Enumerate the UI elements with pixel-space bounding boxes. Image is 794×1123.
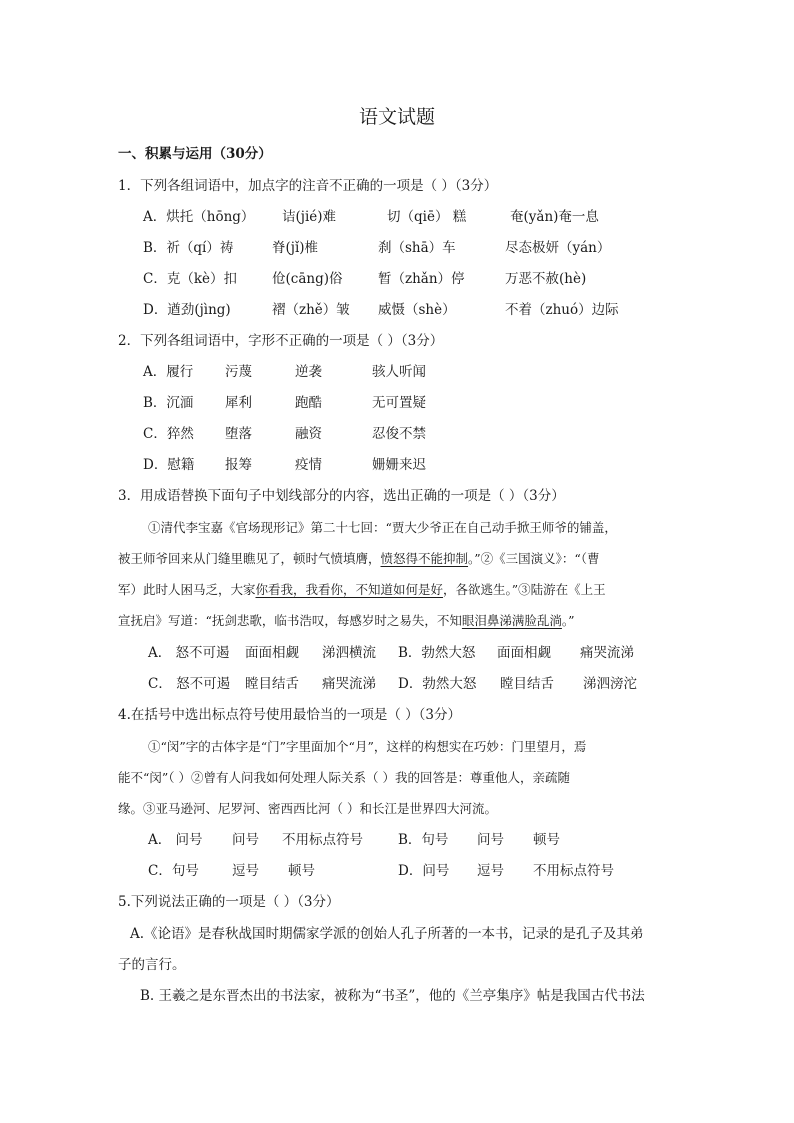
q3-option-c-2: 瞠目结舌 (245, 676, 299, 692)
q2-option-a-2: 污蔑 (225, 364, 252, 380)
q3-passage-line-1: ①清代李宝嘉《官场现形记》第二十七回：“贾大少爷正在自己动手掀王师爷的铺盖， (148, 520, 617, 535)
q4-option-d-2: 逗号 (477, 863, 504, 879)
q5-option-b-line-1: B. 王羲之是东晋杰出的书法家，被称为“书圣”，他的《兰亭集序》帖是我国古代书法 (140, 988, 645, 1004)
q1-option-d-4: 不着（zhuó）边际 (505, 302, 619, 318)
q3-option-b-2: 面面相觑 (497, 645, 551, 661)
q1-option-b-4: 尽态极妍（yán） (505, 240, 611, 256)
q4-option-d-3: 不用标点符号 (533, 863, 614, 879)
q2-option-d-1: D．慰籍 (143, 457, 195, 473)
q3-option-d-2: 瞠目结舌 (500, 676, 554, 692)
q3-option-d-1: D．勃然大怒 (398, 676, 477, 692)
q4-option-a-2: 问号 (232, 832, 259, 848)
q1-option-a-1: A．烘托（hōng） (143, 209, 255, 225)
q3-line3-text-a: 军）此时人困马乏，大家 (118, 582, 256, 597)
q3-line2-text-a: 被王师爷回来从门缝里瞧见了，顿时气愤填膺， (118, 551, 381, 566)
q4-option-a-1: A． 问号 (148, 832, 203, 848)
q3-option-a-1: A． 怒不可遏 (148, 645, 230, 661)
q2-option-b-4: 无可置疑 (372, 395, 426, 411)
q4-option-b-2: 问号 (477, 832, 504, 848)
q3-option-a-3: 涕泗横流 (322, 645, 376, 661)
q3-option-a-2: 面面相觑 (245, 645, 299, 661)
q3-option-c-1: C． 怒不可遏 (148, 676, 231, 692)
section-heading: 一、积累与运用（30分） (118, 146, 272, 162)
q1-option-c-4: 万恶不赦(hè) (505, 271, 587, 287)
q3-passage-line-3 (118, 580, 606, 600)
question-5-stem: 5.下列说法正确的一项是（ ）（3分） (118, 894, 340, 910)
q1-option-b-1: B．祈（qí）祷 (143, 240, 234, 256)
q3-passage-line-2 (118, 549, 600, 569)
q3-line2-text-b: 。”②《三国演义》：“（曹 (468, 551, 600, 566)
q1-option-b-2: 脊(jǐ)椎 (272, 240, 319, 256)
q2-option-b-2: 犀利 (225, 395, 252, 411)
q1-option-b-3: 刹（shā）车 (378, 240, 456, 256)
q3-option-b-3: 痛哭流涕 (580, 645, 634, 661)
q4-option-d-1: D．问号 (398, 863, 450, 879)
q1-option-d-1: D．遒劲(jìng) (143, 302, 231, 318)
q2-option-d-3: 疫情 (295, 457, 322, 473)
q3-line4-text-b: 。” (561, 613, 575, 628)
q4-passage-line-1: ①“闵”字的古体字是“门”字里面加个“月”，这样的构想实在巧妙：门里望月，焉 (148, 739, 587, 754)
q3-line4-text-a: 宣抚启》写道：“抚剑悲歌，临书浩叹，每感岁时之易失，不知 (118, 613, 462, 628)
q2-option-c-4: 忍俊不禁 (372, 426, 426, 442)
q4-option-a-3: 不用标点符号 (282, 832, 363, 848)
q5-option-a-line-2: 子的言行。 (118, 957, 186, 973)
question-4-stem: 4.在括号中选出标点符号使用最恰当的一项是（ ）（3分） (118, 707, 462, 723)
q2-option-b-1: B．沉湎 (143, 395, 194, 411)
q2-option-c-3: 融资 (295, 426, 322, 442)
q4-option-c-1: C．句号 (148, 863, 199, 879)
q2-option-d-2: 报筹 (225, 457, 252, 473)
q1-option-c-1: C．克（kè）扣 (143, 271, 237, 287)
q2-option-c-2: 堕落 (225, 426, 252, 442)
q2-option-b-3: 跑酷 (295, 395, 322, 411)
q1-option-a-2: 诘(jié)难 (282, 209, 337, 225)
q3-underlined-phrase-3: 眼泪鼻涕满脸乱淌 (461, 613, 562, 628)
q2-option-a-3: 逆袭 (295, 364, 322, 380)
q3-option-d-3: 涕泗滂沱 (583, 676, 637, 692)
q3-underlined-phrase-1: 愤怒得不能抑制 (380, 551, 469, 566)
q2-option-c-1: C．猝然 (143, 426, 194, 442)
q1-option-d-2: 褶（zhě）皱 (272, 302, 350, 318)
q2-option-a-4: 骇人听闻 (372, 364, 426, 380)
q1-option-c-3: 暂（zhǎn）停 (378, 271, 465, 287)
q5-option-a-line-1: A.《论语》是春秋战国时期儒家学派的创始人孔子所著的一本书，记录的是孔子及其弟 (130, 926, 644, 942)
q1-option-c-2: 伧(cāng)俗 (272, 271, 343, 287)
q4-option-b-3: 顿号 (533, 832, 560, 848)
q3-underlined-phrase-2: 你看我，我看你，不知道如何是好 (255, 582, 444, 597)
question-2-stem: 2．下列各组词语中，字形不正确的一项是（ ）（3分） (118, 333, 444, 349)
q4-option-c-3: 顿号 (288, 863, 315, 879)
q3-option-b-1: B．勃然大怒 (398, 645, 476, 661)
q4-option-c-2: 逗号 (232, 863, 259, 879)
q4-passage-line-2: 能不“闵”（ ）②曾有人问我如何处理人际关系（ ）我的回答是：尊重他人，亲疏随 (118, 770, 570, 785)
q1-option-a-3: 切（qiē） 糕 (387, 209, 467, 225)
question-1-stem: 1．下列各组词语中，加点字的注音不正确的一项是（ ）（3分） (118, 178, 498, 194)
question-3-stem: 3．用成语替换下面句子中划线部分的内容，选出正确的一项是（ ）（3分） (118, 488, 565, 504)
q4-passage-line-3: 缘。③亚马逊河、尼罗河、密西西比河（ ）和长江是世界四大河流。 (118, 801, 497, 816)
q1-option-a-4: 奄(yǎn)奄一息 (510, 209, 599, 225)
q4-option-b-1: B．句号 (398, 832, 449, 848)
q2-option-d-4: 姗姗来迟 (372, 457, 426, 473)
q3-line3-text-b: ，各欲逃生。”③陆游在《上王 (443, 582, 606, 597)
q1-option-d-3: 威慑（shè） (378, 302, 456, 318)
q2-option-a-1: A．履行 (143, 364, 194, 380)
exam-title: 语文试题 (358, 106, 435, 128)
q3-option-c-3: 痛哭流涕 (322, 676, 376, 692)
q3-passage-line-4 (118, 611, 575, 631)
